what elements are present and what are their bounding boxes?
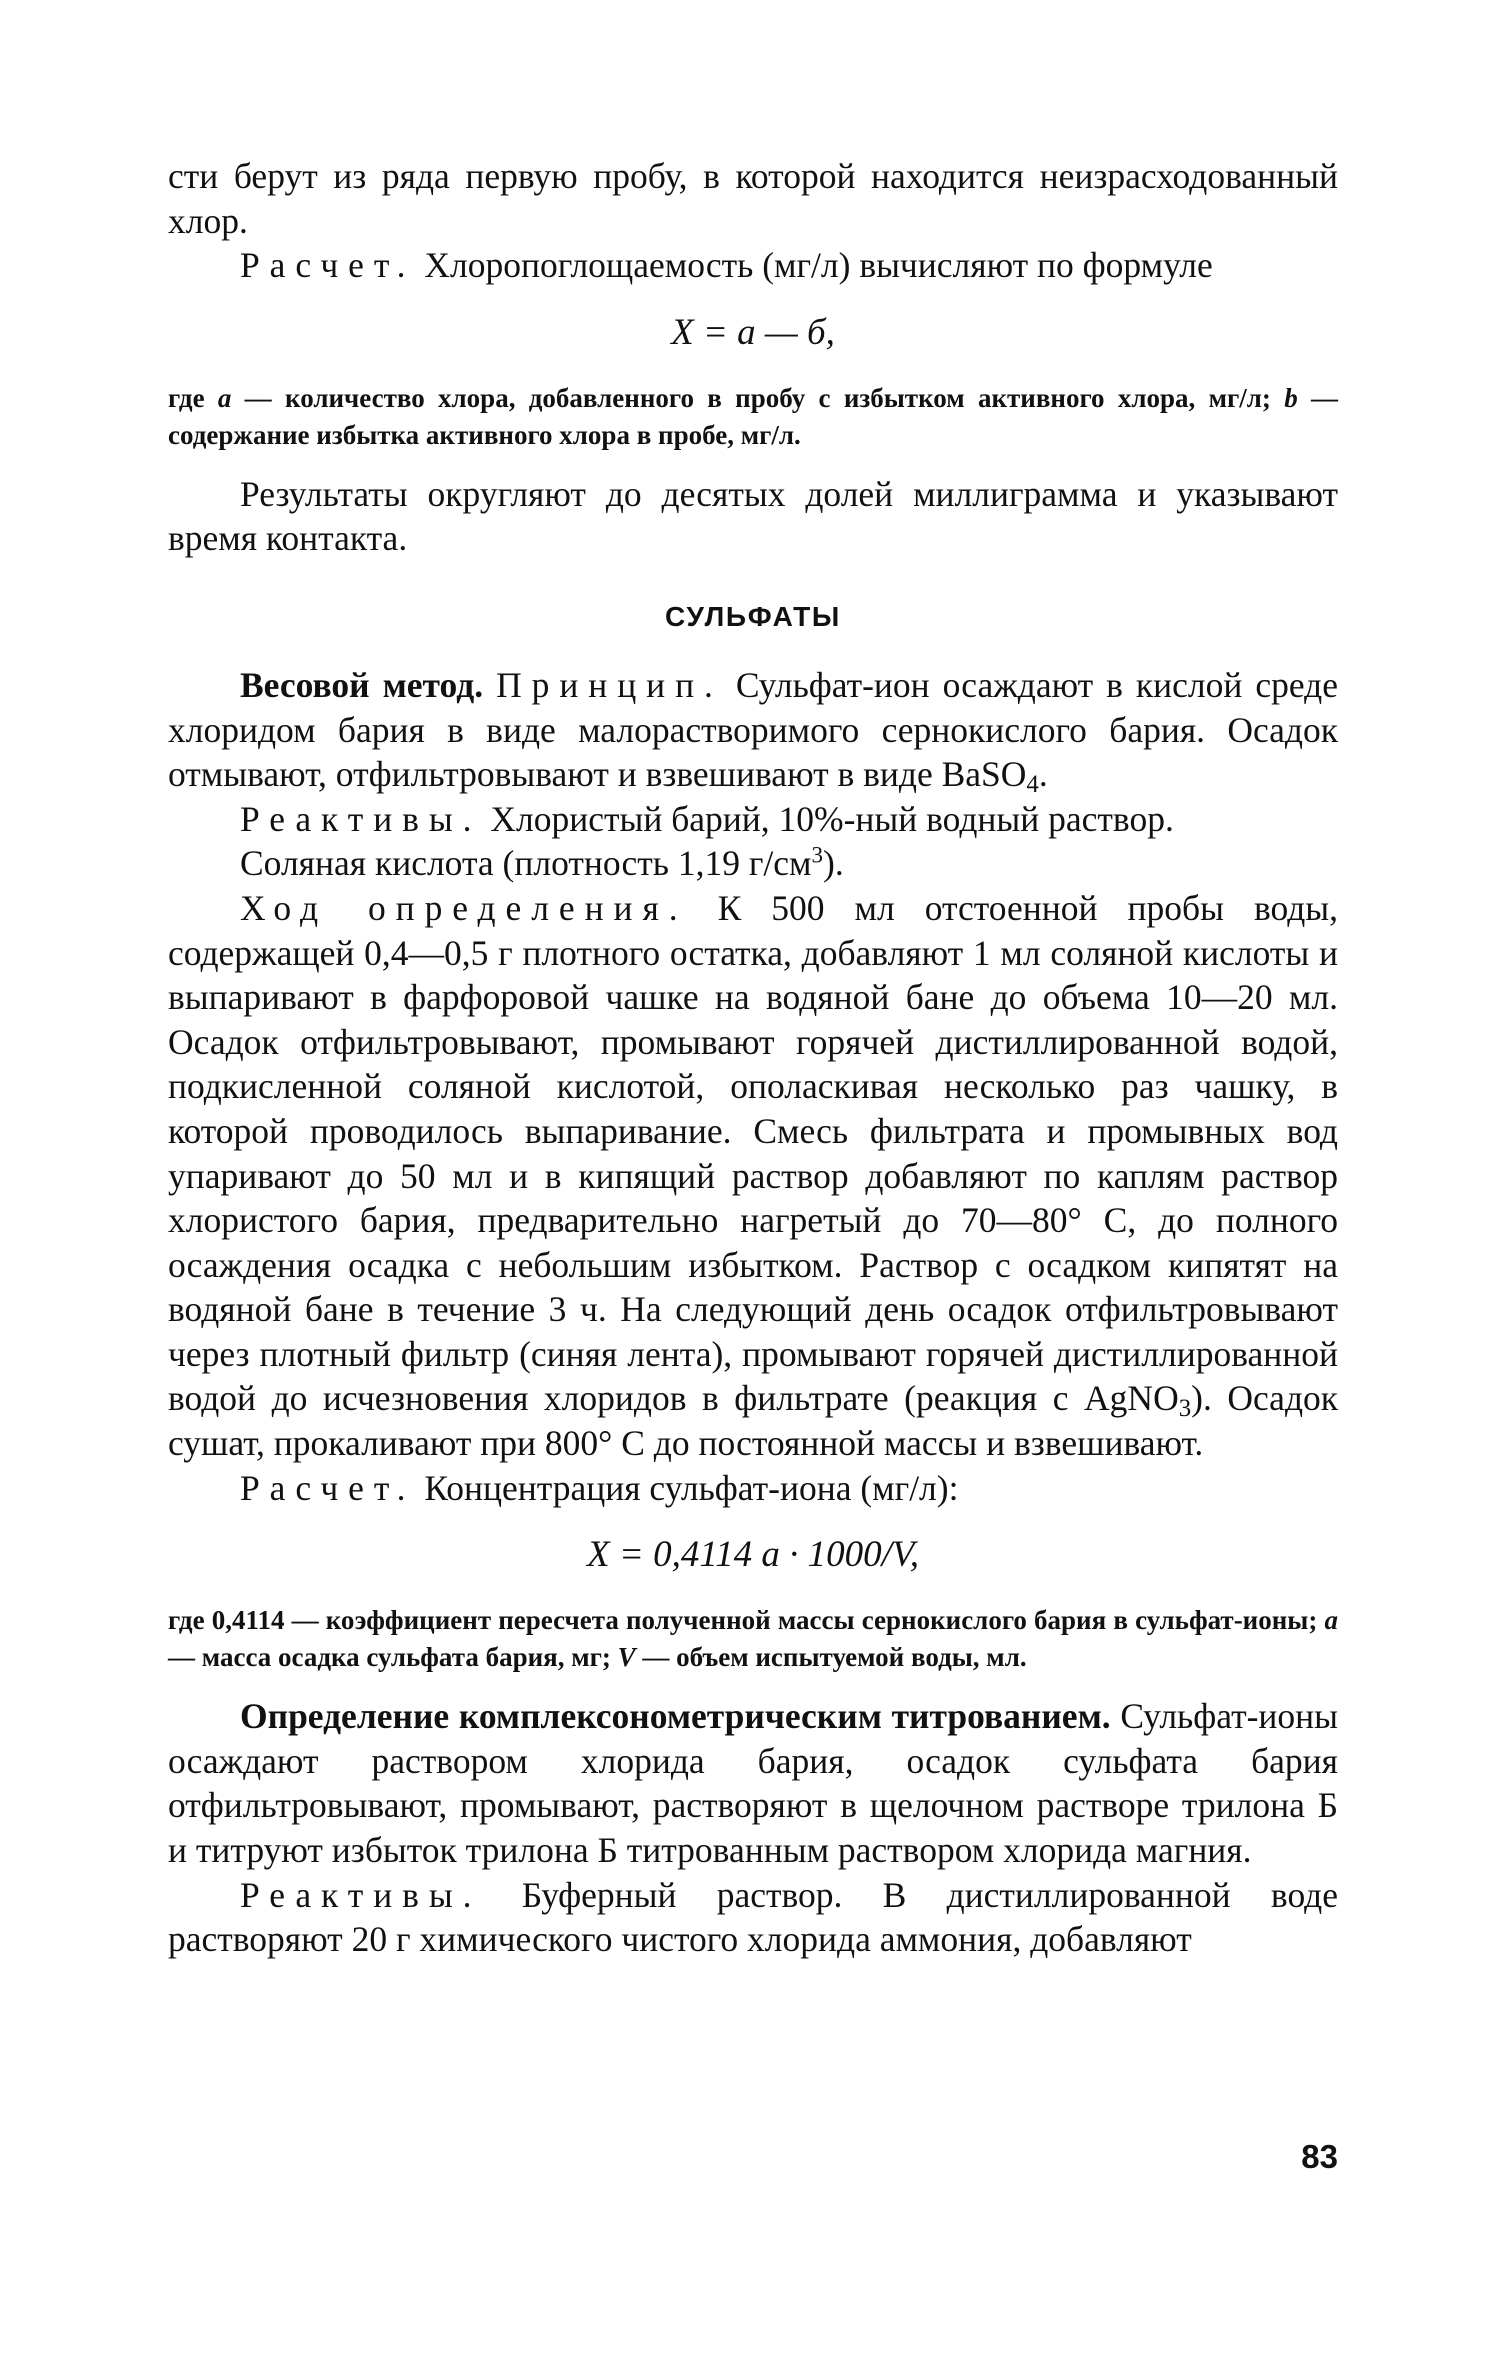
calc-label: Расчет. xyxy=(240,245,416,286)
procedure-paragraph: Ход определения. К 500 мл отстоенной пробы воды, содержащей 0,4—0,5 г плотного остатка, добавляют 1 мл соляной кислоты и выпаривают в фарфоровой чашке на водяной бане до объема 10—20 мл. Осадок отфильтровывают, промывают горячей дистиллированной водой, подкисленной соляной кислотой, ополаскивая несколько раз чашку, в которой проводилось выпаривание. Смесь фильтрата и промывных вод упаривают до 50 мл и в кипящий раствор добавляют по каплям раствор хлористого бария, предварительно нагретый до 70—80° С, до полного осаждения осадка с небольшим избытком. Раствор с осадком кипятят на водяной бане в течение 3 ч. На следующий день осадок отфильтровывают через плотный фильтр (синяя лента), промывают горячей дистиллированной водой до исчезновения хлоридов в фильтрате (реакция с AgNO$_3$). Осадок сушат, прокаливают при 800° С до постоянной массы и взвешивают. xyxy=(168,887,1339,1464)
section-heading: СУЛЬФАТЫ xyxy=(665,600,841,632)
text-body xyxy=(168,154,1338,1962)
formula-sulfate: X = 0,4114 a · 1000/V, xyxy=(587,1534,919,1576)
reagents-paragraph-2: Реактивы. Буферный раствор. В дистиллированной воде растворяют 20 г химического чистого хлорида аммония, добавляют xyxy=(168,1874,1338,1960)
formula-note-1: где a — количество хлора, добавленного в пробу с избытком активного хлора, мг/л; b — содержание избытка активного хлора в пробе, мг/л. xyxy=(168,382,1339,450)
reagent-hcl: Соляная кислота (плотность 1,19 $г/см^3$). xyxy=(240,841,844,884)
complexometric-paragraph: Определение комплексонометрическим титрованием. Сульфат-ионы осаждают раствором хлорида бария, осадок сульфата бария отфильтровывают, промывают, растворяют в щелочном растворе трилона Б и титруют избыток трилона Б титрованным раствором хлорида магния. xyxy=(168,1696,1338,1871)
calc-paragraph-2: Расчет. Концентрация сульфат-иона (мг/л): xyxy=(240,1467,959,1508)
paragraph-continuation: сти берут из ряда первую пробу, в которой находится неизрасходованный хлор. xyxy=(168,156,1338,241)
page-number: 83 xyxy=(1301,2138,1338,2175)
gravimetric-principle: Весовой метод. Принцип. Сульфат-ион осаждают в кислой среде хлоридом бария в виде малорастворимого сернокислого бария. Осадок отмывают, отфильтровывают и взвешивают в виде BaSO$_4$. xyxy=(168,664,1338,799)
results-paragraph: Результаты округляют до десятых долей миллиграмма и указывают время контакта. xyxy=(168,473,1338,559)
formula-chlorine: X = a — б, xyxy=(671,311,835,353)
calc-paragraph-1: Расчет. Хлоропоглощаемость (мг/л) вычисляют по формуле xyxy=(240,245,1213,286)
formula-note-2: где 0,4114 — коэффициент пересчета полученной массы сернокислого бария в сульфат-ионы; a — масса осадка сульфата бария, мг; V — объем испытуемой воды, мл. xyxy=(168,1605,1338,1673)
reagents-paragraph-1: Реактивы. Хлористый барий, 10%-ный водный раствор. xyxy=(240,798,1174,839)
